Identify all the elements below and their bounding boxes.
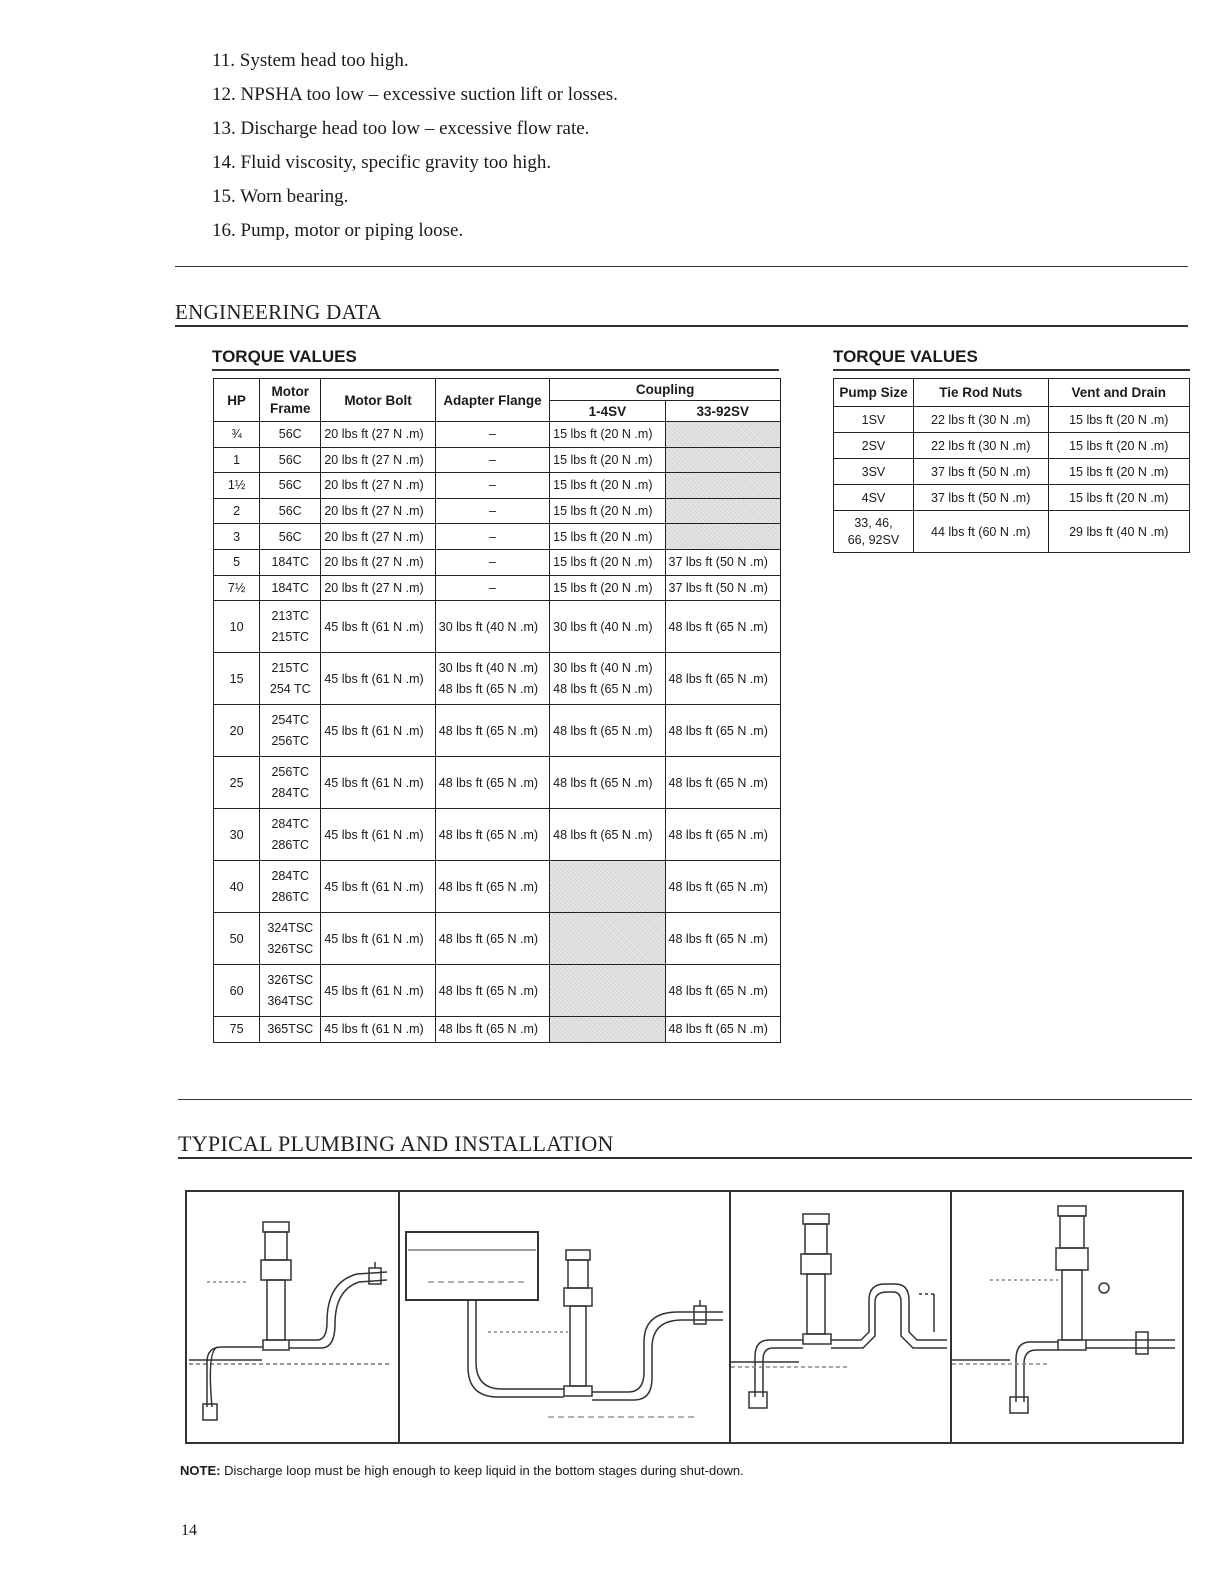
cell-motor-frame: 56C — [260, 447, 321, 473]
cell-tie-rod-nuts: 22 lbs ft (30 N .m) — [913, 433, 1048, 459]
cell-motor-frame-line: 326TSC — [267, 941, 314, 956]
header-vent-drain: Vent and Drain — [1048, 379, 1190, 407]
installation-diagram-3 — [729, 1192, 952, 1442]
cell-adapter-flange: 48 lbs ft (65 N .m) — [435, 1017, 549, 1043]
list-item-number: 11. — [212, 50, 236, 71]
cell-adapter-flange: 48 lbs ft (65 N .m) — [435, 913, 549, 965]
cell-tie-rod-nuts: 22 lbs ft (30 N .m) — [913, 407, 1048, 433]
installation-diagram-2 — [398, 1192, 731, 1442]
list-item — [212, 214, 618, 248]
header-pump-size: Pump Size — [834, 379, 914, 407]
cell-motor-frame: 56C — [260, 498, 321, 524]
cell-coupling-1-4sv: 30 lbs ft (40 N .m) — [550, 601, 665, 653]
list-item-text: Fluid viscosity, specific gravity too high. — [240, 152, 552, 173]
cell-motor-bolt: 20 lbs ft (27 N .m) — [321, 422, 435, 448]
cell-coupling-1-4sv — [550, 861, 665, 913]
header-coupling: Coupling — [550, 379, 781, 401]
cell-motor-bolt: 20 lbs ft (27 N .m) — [321, 549, 435, 575]
cell-motor-frame-line: 254TC — [271, 712, 310, 727]
cell-tie-rod-nuts: 37 lbs ft (50 N .m) — [913, 485, 1048, 511]
cell-coupling-33-92sv: 48 lbs ft (65 N .m) — [665, 705, 780, 757]
cell-hp: 30 — [214, 809, 260, 861]
table-row — [834, 433, 1190, 459]
cell-coupling-33-92sv — [665, 447, 780, 473]
table-row — [834, 407, 1190, 433]
pump-table-body — [834, 407, 1190, 553]
torque-values-table — [213, 378, 781, 1043]
table-row — [834, 485, 1190, 511]
cell-hp: 2 — [214, 498, 260, 524]
cell-motor-frame-stack — [263, 814, 317, 856]
cell-motor-bolt: 20 lbs ft (27 N .m) — [321, 473, 435, 499]
cell-motor-frame-line: 284TC — [271, 868, 310, 883]
cell-hp: 5 — [214, 549, 260, 575]
page-number: 14 — [181, 1522, 197, 1539]
table-row — [214, 913, 781, 965]
side-title-rule — [833, 369, 1190, 371]
cell-coupling-33-92sv: 48 lbs ft (65 N .m) — [665, 1017, 780, 1043]
cell-motor-frame-line: 364TSC — [267, 993, 314, 1008]
list-item-text: Worn bearing. — [240, 186, 349, 207]
cell-coupling-1-4sv — [550, 965, 665, 1017]
cell-motor-frame-stack — [263, 866, 317, 908]
cell-motor-frame-stack — [263, 606, 317, 648]
note-text: Discharge loop must be high enough to keep liquid in the bottom stages during shut-down. — [224, 1463, 744, 1478]
cell-vent-drain: 29 lbs ft (40 N .m) — [1048, 511, 1190, 553]
cell-coupling-33-92sv — [665, 498, 780, 524]
list-item-number: 15. — [212, 186, 236, 207]
cell-coupling-33-92sv: 48 lbs ft (65 N .m) — [665, 653, 780, 705]
cell-coupling-1-4sv: 48 lbs ft (65 N .m) — [550, 705, 665, 757]
cell-motor-frame — [260, 965, 321, 1017]
installation-diagram-1 — [187, 1192, 400, 1442]
cell-coupling-1-4sv — [550, 1017, 665, 1043]
list-item — [212, 112, 618, 146]
cell-motor-frame — [260, 653, 321, 705]
list-item-number: 14. — [212, 152, 236, 173]
list-item-number: 12. — [212, 84, 236, 105]
cell-coupling-1-4sv — [550, 653, 665, 705]
cell-motor-frame-line: 256TC — [271, 733, 310, 748]
cell-hp: 50 — [214, 913, 260, 965]
cell-motor-bolt: 45 lbs ft (61 N .m) — [321, 757, 435, 809]
cell-motor-bolt: 45 lbs ft (61 N .m) — [321, 601, 435, 653]
cell-motor-frame: 56C — [260, 473, 321, 499]
cell-motor-frame: 56C — [260, 524, 321, 550]
cell-hp: 15 — [214, 653, 260, 705]
cell-motor-frame-line: 284TC — [271, 785, 310, 800]
cell-tie-rod-nuts: 37 lbs ft (50 N .m) — [913, 459, 1048, 485]
cell-motor-bolt: 20 lbs ft (27 N .m) — [321, 498, 435, 524]
cell-adapter-flange-stack — [439, 658, 546, 700]
installation-diagram-4 — [950, 1192, 1182, 1442]
divider — [175, 266, 1188, 267]
plumbing-heading: TYPICAL PLUMBING AND INSTALLATION — [178, 1131, 614, 1156]
cell-coupling-1-4sv-stack — [553, 658, 661, 700]
cell-coupling-33-92sv — [665, 422, 780, 448]
cell-tie-rod-nuts: 44 lbs ft (60 N .m) — [913, 511, 1048, 553]
table-row — [214, 653, 781, 705]
cell-adapter-flange: – — [435, 473, 549, 499]
cell-coupling-1-4sv: 15 lbs ft (20 N .m) — [550, 498, 665, 524]
table-row — [214, 549, 781, 575]
cell-coupling-33-92sv: 37 lbs ft (50 N .m) — [665, 575, 780, 601]
cell-motor-frame-line: 254 TC — [269, 681, 311, 696]
table-row — [214, 498, 781, 524]
cell-motor-frame-line: 286TC — [271, 889, 310, 904]
cell-adapter-flange: – — [435, 549, 549, 575]
cell-motor-frame-line: 326TSC — [267, 972, 314, 987]
table-row — [214, 861, 781, 913]
cell-motor-bolt: 45 lbs ft (61 N .m) — [321, 1017, 435, 1043]
cell-coupling-33-92sv: 37 lbs ft (50 N .m) — [665, 549, 780, 575]
table-row — [214, 1017, 781, 1043]
cell-pump-size-line: 66, 92SV — [847, 532, 900, 547]
cell-adapter-flange: – — [435, 575, 549, 601]
cell-hp: 25 — [214, 757, 260, 809]
cell-motor-bolt: 20 lbs ft (27 N .m) — [321, 524, 435, 550]
cell-adapter-flange: – — [435, 524, 549, 550]
cell-coupling-1-4sv — [550, 913, 665, 965]
cell-motor-frame-line: 215TC — [271, 629, 310, 644]
cell-coupling-1-4sv-line: 48 lbs ft (65 N .m) — [553, 681, 653, 696]
cell-hp: 20 — [214, 705, 260, 757]
cell-pump-size: 3SV — [834, 459, 914, 485]
cell-motor-frame — [260, 809, 321, 861]
list-item-text: NPSHA too low – excessive suction lift or losses. — [240, 84, 618, 105]
heading-rule — [175, 325, 1188, 327]
cell-pump-size — [834, 511, 914, 553]
cell-coupling-33-92sv — [665, 524, 780, 550]
cell-coupling-33-92sv: 48 lbs ft (65 N .m) — [665, 965, 780, 1017]
table-row — [214, 757, 781, 809]
cell-motor-bolt: 45 lbs ft (61 N .m) — [321, 861, 435, 913]
cell-hp: 10 — [214, 601, 260, 653]
cell-motor-frame-line: 324TSC — [267, 920, 314, 935]
cell-coupling-1-4sv: 15 lbs ft (20 N .m) — [550, 549, 665, 575]
cell-coupling-1-4sv: 15 lbs ft (20 N .m) — [550, 422, 665, 448]
table-row — [214, 447, 781, 473]
cell-coupling-1-4sv-line: 30 lbs ft (40 N .m) — [553, 660, 653, 675]
cell-hp: ¾ — [214, 422, 260, 448]
header-motor-frame: Motor Frame — [260, 379, 321, 422]
cell-motor-frame-line: 213TC — [271, 608, 310, 623]
cell-motor-bolt: 45 lbs ft (61 N .m) — [321, 809, 435, 861]
table-row — [214, 575, 781, 601]
cell-coupling-1-4sv: 48 lbs ft (65 N .m) — [550, 809, 665, 861]
table-row — [214, 705, 781, 757]
cell-vent-drain: 15 lbs ft (20 N .m) — [1048, 407, 1190, 433]
cell-motor-bolt: 45 lbs ft (61 N .m) — [321, 913, 435, 965]
cell-hp: 3 — [214, 524, 260, 550]
list-item — [212, 180, 618, 214]
cell-motor-frame: 56C — [260, 422, 321, 448]
divider-2 — [178, 1099, 1192, 1100]
cell-motor-frame — [260, 757, 321, 809]
cell-motor-bolt: 45 lbs ft (61 N .m) — [321, 965, 435, 1017]
cell-motor-frame-line: 284TC — [271, 816, 310, 831]
cell-motor-frame: 184TC — [260, 575, 321, 601]
cell-coupling-33-92sv: 48 lbs ft (65 N .m) — [665, 913, 780, 965]
list-item — [212, 146, 618, 180]
cell-coupling-33-92sv: 48 lbs ft (65 N .m) — [665, 809, 780, 861]
cell-adapter-flange: – — [435, 498, 549, 524]
cell-coupling-1-4sv: 15 lbs ft (20 N .m) — [550, 524, 665, 550]
list-item-text: Discharge head too low – excessive flow rate. — [240, 118, 590, 139]
cell-coupling-33-92sv: 48 lbs ft (65 N .m) — [665, 601, 780, 653]
cell-pump-size: 4SV — [834, 485, 914, 511]
table-row — [214, 422, 781, 448]
table-row — [214, 809, 781, 861]
side-torque-values-title: TORQUE VALUES — [833, 347, 978, 366]
list-item — [212, 78, 618, 112]
torque-table-body — [214, 422, 781, 1043]
cell-hp: 60 — [214, 965, 260, 1017]
cell-coupling-1-4sv: 15 lbs ft (20 N .m) — [550, 473, 665, 499]
cell-motor-frame-stack — [263, 762, 317, 804]
cell-adapter-flange: 48 lbs ft (65 N .m) — [435, 705, 549, 757]
header-motor-bolt: Motor Bolt — [321, 379, 435, 422]
cell-motor-bolt: 20 lbs ft (27 N .m) — [321, 447, 435, 473]
list-item-text: System head too high. — [239, 50, 409, 71]
cell-motor-frame-line: 286TC — [271, 837, 310, 852]
cell-pump-size: 1SV — [834, 407, 914, 433]
cell-pump-size-stack — [837, 515, 910, 549]
cell-pump-size-line: 33, 46, — [854, 515, 893, 530]
cell-hp: 7½ — [214, 575, 260, 601]
cell-adapter-flange: 48 lbs ft (65 N .m) — [435, 809, 549, 861]
cell-hp: 40 — [214, 861, 260, 913]
cell-motor-frame — [260, 913, 321, 965]
cell-motor-frame: 365TSC — [260, 1017, 321, 1043]
cell-coupling-1-4sv: 48 lbs ft (65 N .m) — [550, 757, 665, 809]
cell-motor-frame-stack — [263, 970, 317, 1012]
header-adapter-flange: Adapter Flange — [435, 379, 549, 422]
cell-coupling-1-4sv: 15 lbs ft (20 N .m) — [550, 447, 665, 473]
list-item-text: Pump, motor or piping loose. — [240, 220, 464, 241]
cell-adapter-flange: – — [435, 447, 549, 473]
cell-hp: 1½ — [214, 473, 260, 499]
header-coupling-33-92sv: 33-92SV — [665, 401, 780, 422]
header-tie-rod-nuts: Tie Rod Nuts — [913, 379, 1048, 407]
cell-motor-frame-stack — [263, 918, 317, 960]
cell-pump-size: 2SV — [834, 433, 914, 459]
table-row — [214, 473, 781, 499]
cell-motor-frame-line: 256TC — [271, 764, 310, 779]
cell-motor-frame-stack — [263, 710, 317, 752]
cell-vent-drain: 15 lbs ft (20 N .m) — [1048, 459, 1190, 485]
table-row — [214, 524, 781, 550]
installation-diagrams — [185, 1190, 1184, 1444]
cell-motor-frame — [260, 861, 321, 913]
cell-coupling-1-4sv: 15 lbs ft (20 N .m) — [550, 575, 665, 601]
table-row — [834, 511, 1190, 553]
cell-adapter-flange: 30 lbs ft (40 N .m) — [435, 601, 549, 653]
cell-motor-bolt: 45 lbs ft (61 N .m) — [321, 653, 435, 705]
list-item — [212, 44, 618, 78]
cell-vent-drain: 15 lbs ft (20 N .m) — [1048, 485, 1190, 511]
cell-adapter-flange: 48 lbs ft (65 N .m) — [435, 757, 549, 809]
list-item-number: 13. — [212, 118, 236, 139]
pump-torque-table — [833, 378, 1190, 553]
cell-motor-frame-stack — [263, 658, 317, 700]
cell-adapter-flange: – — [435, 422, 549, 448]
table-row — [214, 965, 781, 1017]
cell-hp: 1 — [214, 447, 260, 473]
note — [180, 1463, 744, 1478]
torque-values-title: TORQUE VALUES — [212, 347, 357, 366]
cell-adapter-flange: 48 lbs ft (65 N .m) — [435, 861, 549, 913]
cell-motor-frame — [260, 601, 321, 653]
cell-hp: 75 — [214, 1017, 260, 1043]
cell-coupling-33-92sv — [665, 473, 780, 499]
cell-coupling-33-92sv: 48 lbs ft (65 N .m) — [665, 757, 780, 809]
engineering-data-heading: ENGINEERING DATA — [175, 300, 382, 324]
cell-motor-bolt: 20 lbs ft (27 N .m) — [321, 575, 435, 601]
troubleshooting-list — [212, 44, 618, 248]
cell-adapter-flange-line: 48 lbs ft (65 N .m) — [438, 681, 539, 696]
cell-adapter-flange-line: 30 lbs ft (40 N .m) — [438, 660, 539, 675]
cell-coupling-33-92sv: 48 lbs ft (65 N .m) — [665, 861, 780, 913]
table-row — [214, 601, 781, 653]
cell-motor-bolt: 45 lbs ft (61 N .m) — [321, 705, 435, 757]
table-row — [834, 459, 1190, 485]
cell-adapter-flange — [435, 653, 549, 705]
header-coupling-1-4sv: 1-4SV — [550, 401, 665, 422]
cell-vent-drain: 15 lbs ft (20 N .m) — [1048, 433, 1190, 459]
cell-motor-frame — [260, 705, 321, 757]
header-hp: HP — [214, 379, 260, 422]
cell-adapter-flange: 48 lbs ft (65 N .m) — [435, 965, 549, 1017]
list-item-number: 16. — [212, 220, 236, 241]
note-label: NOTE: — [180, 1463, 221, 1478]
cell-motor-frame-line: 215TC — [271, 660, 310, 675]
plumbing-heading-rule — [178, 1157, 1192, 1159]
cell-motor-frame: 184TC — [260, 549, 321, 575]
table-title-rule — [212, 369, 779, 371]
